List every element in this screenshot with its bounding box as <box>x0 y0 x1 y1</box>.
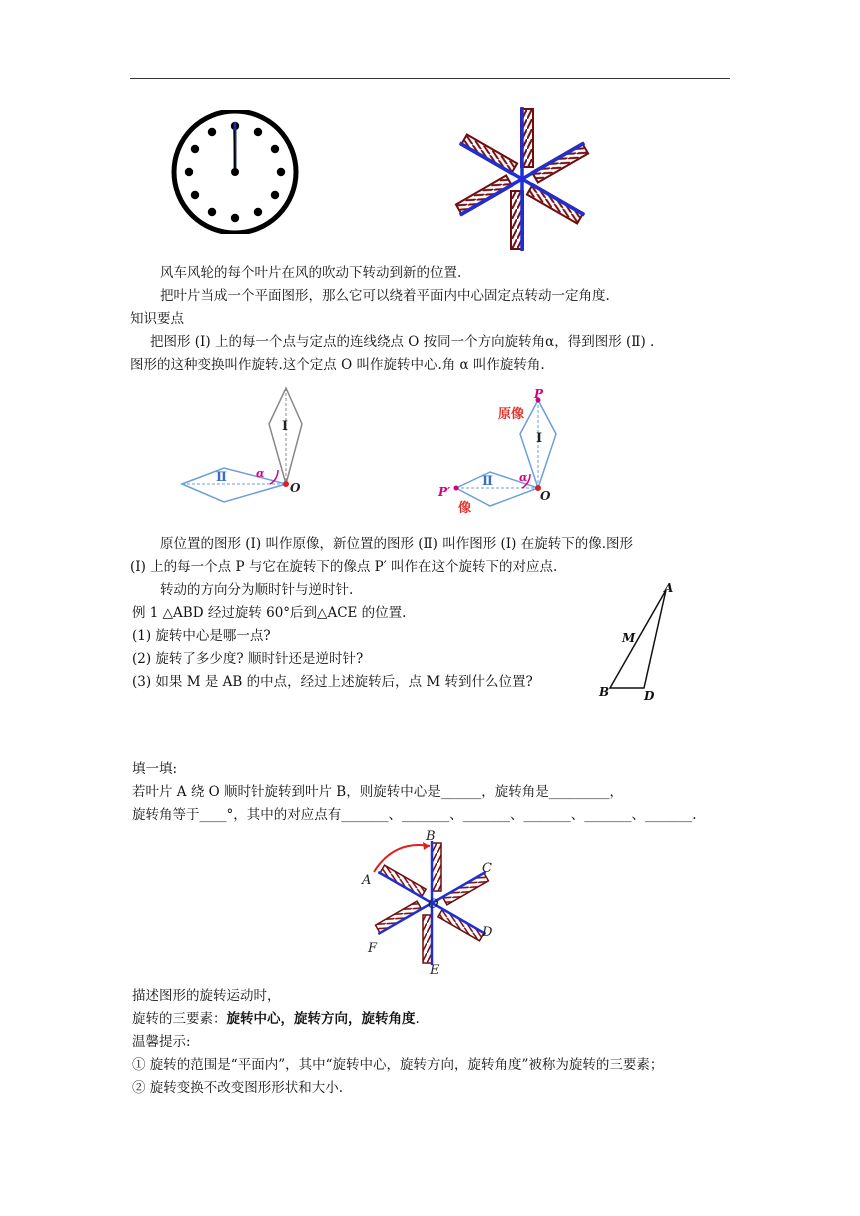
tri-label-B: B <box>599 685 610 699</box>
fig-right-label-Pprime: P′ <box>438 485 451 499</box>
fig-right-label-O: O <box>540 489 551 503</box>
pinwheel-label-F: F <box>368 941 378 956</box>
section-heading: 知识要点 <box>130 311 184 327</box>
pinwheel-top-figure <box>448 104 598 254</box>
header-rule <box>130 78 730 79</box>
rotation-figure-right <box>436 384 586 520</box>
pinwheel-label-C: C <box>482 861 492 876</box>
fig-right-label-I: Ⅰ <box>536 431 543 446</box>
pinwheel-label-B: B <box>426 829 436 844</box>
three-elements-prefix: 旋转的三要素： <box>132 1011 227 1027</box>
fig-left-label-alpha: α <box>256 467 265 480</box>
example-title: 例 1 △ABD 经过旋转 60°后到△ACE 的位置. <box>132 605 407 621</box>
tip-2: ② 旋转变换不改变图形形状和大小. <box>132 1080 344 1096</box>
tips-title: 温馨提示: <box>132 1034 191 1050</box>
fill-line-2: 旋转角等于____°，其中的对应点有_______、_______、_______、_______、_______、_______. <box>132 807 697 823</box>
fig-left-label-I: Ⅰ <box>282 419 289 434</box>
fig-right-label-xiang: 像 <box>458 501 472 516</box>
describe-line: 描述图形的旋转运动时， <box>132 988 281 1004</box>
three-elements-line <box>132 1010 420 1028</box>
direction-line: 转动的方向分为顺时针与逆时针. <box>160 582 354 598</box>
pinwheel-labeled-figure <box>360 828 510 978</box>
definition-line-2: 图形的这种变换叫作旋转.这个定点 O 叫作旋转中心.角 α 叫作旋转角. <box>130 357 545 373</box>
fig-right-label-yuanxiang: 原像 <box>498 407 525 422</box>
definition-line-1: 把图形 (Ⅰ) 上的每一个点与定点的连线绕点 O 按同一个方向旋转角α，得到图形 (Ⅱ) . <box>150 334 655 350</box>
after-line-1: 原位置的图形 (Ⅰ) 叫作原像，新位置的图形 (Ⅱ) 叫作图形 (Ⅰ) 在旋转下的像.图形 <box>160 536 633 552</box>
example-q3: (3) 如果 M 是 AB 的中点，经过上述旋转后，点 M 转到什么位置? <box>132 674 533 690</box>
tri-label-A: A <box>664 581 674 595</box>
fig-right-label-P: P <box>534 387 544 401</box>
fig-left-label-II: Ⅱ <box>216 470 227 485</box>
para-blade: 把叶片当成一个平面图形，那么它可以绕着平面内中心固定点转动一定角度. <box>160 288 610 304</box>
clock-figure <box>168 110 302 234</box>
example-q1: (1) 旋转中心是哪一点? <box>132 628 271 644</box>
triangle-figure <box>596 580 686 704</box>
para-pinwheel: 风车风轮的每个叶片在风的吹动下转动到新的位置. <box>160 265 462 281</box>
fig-left-label-O: O <box>290 481 301 495</box>
rotation-figure-left <box>176 384 316 514</box>
pinwheel-label-A: A <box>362 873 372 888</box>
fig-right-label-alpha: α <box>519 471 528 484</box>
pinwheel-label-O: O <box>428 897 439 912</box>
pinwheel-label-E: E <box>430 963 440 978</box>
three-elements-bold: 旋转中心，旋转方向，旋转角度 <box>226 1011 416 1027</box>
tip-1: ① 旋转的范围是“平面内”，其中“旋转中心，旋转方向，旋转角度”被称为旋转的三要素； <box>132 1057 664 1073</box>
example-q2: (2) 旋转了多少度? 顺时针还是逆时针? <box>132 651 364 667</box>
three-elements-suffix: . <box>415 1011 420 1027</box>
fill-title: 填一填: <box>132 761 178 777</box>
tri-label-M: M <box>622 631 636 645</box>
tri-label-D: D <box>644 689 655 703</box>
after-line-2: (Ⅰ) 上的每一个点 P 与它在旋转下的像点 P′ 叫作在这个旋转下的对应点. <box>130 559 558 575</box>
pinwheel-label-D: D <box>482 925 493 940</box>
fill-line-1: 若叶片 A 绕 O 顺时针旋转到叶片 B，则旋转中心是______，旋转角是_________， <box>132 784 623 800</box>
fig-right-label-II: Ⅱ <box>482 474 493 489</box>
